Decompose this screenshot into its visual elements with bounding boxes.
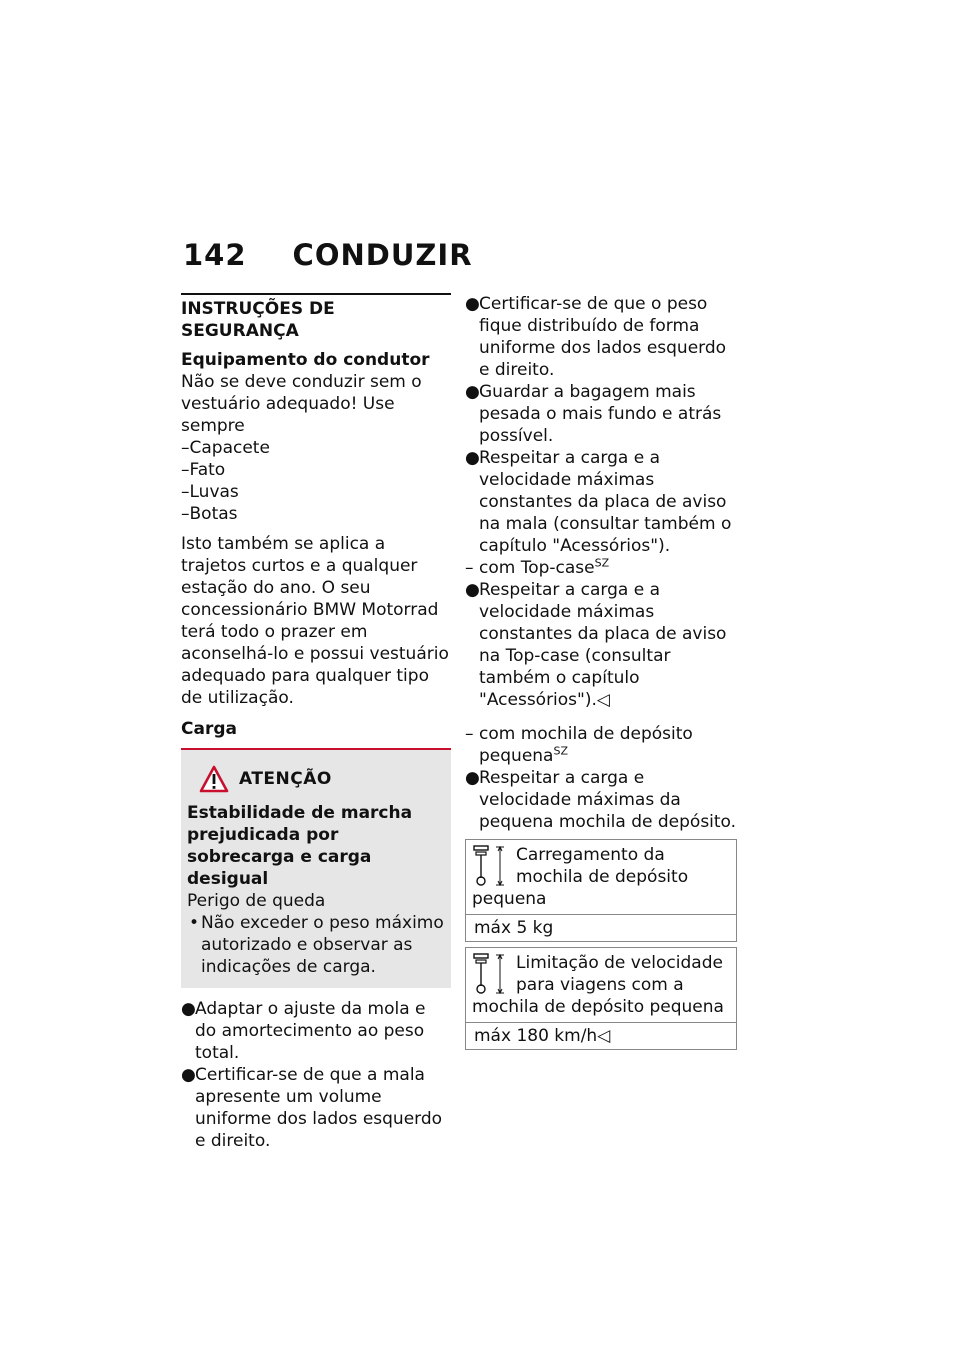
list-item: ● Adaptar o ajuste da mola e do amortecimento ao peso total. bbox=[181, 999, 426, 1063]
warning-triangle-icon bbox=[199, 764, 229, 794]
load-bullets bbox=[181, 998, 451, 1152]
list-item: ● Certificar-se de que a mala apresente um volume uniforme dos lados esquerdo e direito. bbox=[181, 1065, 443, 1151]
warning-box bbox=[181, 748, 451, 988]
subheading-rider-equipment: Equipamento do condutor bbox=[181, 350, 430, 370]
list-item: ● Guardar a bagagem mais pesada o mais fundo e atrás possível. bbox=[465, 382, 722, 446]
section-heading: INSTRUÇÕES DE SEGURANÇA bbox=[181, 299, 335, 341]
list-item: ● Certificar-se de que o peso fique distribuído de forma uniforme dos lados esquerdo e direito. bbox=[465, 294, 727, 380]
page-number: 142 bbox=[183, 238, 247, 272]
warning-hazard: Perigo de queda bbox=[187, 891, 326, 911]
gear-item: –Fato bbox=[181, 460, 226, 480]
spec-load-value: máx 5 kg bbox=[474, 918, 554, 938]
gear-list bbox=[181, 437, 451, 525]
warning-action: • Não exceder o peso máximo autorizado e observar as indicações de carga. bbox=[189, 913, 444, 977]
gear-item: –Luvas bbox=[181, 482, 239, 502]
special-equipment-mark: SZ bbox=[594, 556, 610, 570]
spec-load-label: Carregamento da mochila de depósito pequena bbox=[472, 845, 689, 909]
warning-header bbox=[199, 764, 445, 794]
spec-load-header bbox=[466, 840, 736, 915]
gear-item: –Botas bbox=[181, 504, 238, 524]
section-divider bbox=[181, 293, 451, 295]
warning-title: Estabilidade de marcha prejudicada por sobrecarga e carga desigual bbox=[187, 803, 413, 889]
list-item: ● Respeitar a carga e a velocidade máximas constantes da placa de aviso na Top-case (consultar também o capítulo "Acessórios").◁ bbox=[465, 580, 727, 710]
list-item: ● Respeitar a carga e a velocidade máximas constantes da placa de aviso na mala (consultar também o capítulo "Acessórios"). bbox=[465, 448, 732, 556]
gear-item: –Capacete bbox=[181, 438, 270, 458]
equipment-intro: Não se deve conduzir sem o vestuário adequado! Use sempre bbox=[181, 372, 422, 436]
spec-speed-header bbox=[466, 948, 736, 1023]
weight-icon bbox=[472, 844, 508, 888]
spec-speed-value: máx 180 km/h◁ bbox=[474, 1026, 611, 1046]
spec-load bbox=[465, 839, 737, 942]
end-mark: ◁ bbox=[597, 1026, 611, 1046]
warning-label: ATENÇÃO bbox=[239, 769, 332, 789]
speed-limit-icon bbox=[472, 952, 508, 996]
left-column bbox=[181, 293, 451, 1152]
equipment-paragraph: Isto também se aplica a trajetos curtos e a qualquer estação do ano. O seu concessionário BMW Motorrad terá todo o prazer em aconselhá-lo e possui vestuário adequado para qualquer tipo de utilização. bbox=[181, 534, 449, 708]
subheading-load: Carga bbox=[181, 719, 237, 739]
chapter-title: CONDUZIR bbox=[292, 238, 473, 272]
topcase-condition: – com Top-case$^{SZ}$ bbox=[465, 556, 610, 578]
end-mark: ◁ bbox=[596, 690, 610, 710]
backpack-condition: – com mochila de depósito pequena$^{SZ}$ bbox=[465, 724, 693, 766]
right-column bbox=[465, 293, 737, 1050]
list-item: ● Respeitar a carga e velocidade máximas da pequena mochila de depósito. bbox=[465, 768, 737, 832]
special-equipment-mark: SZ bbox=[553, 744, 568, 758]
spec-speed bbox=[465, 947, 737, 1050]
page-header bbox=[183, 238, 473, 278]
spec-speed-label: Limitação de velocidade para viagens com a mochila de depósito pequena bbox=[472, 953, 724, 1017]
